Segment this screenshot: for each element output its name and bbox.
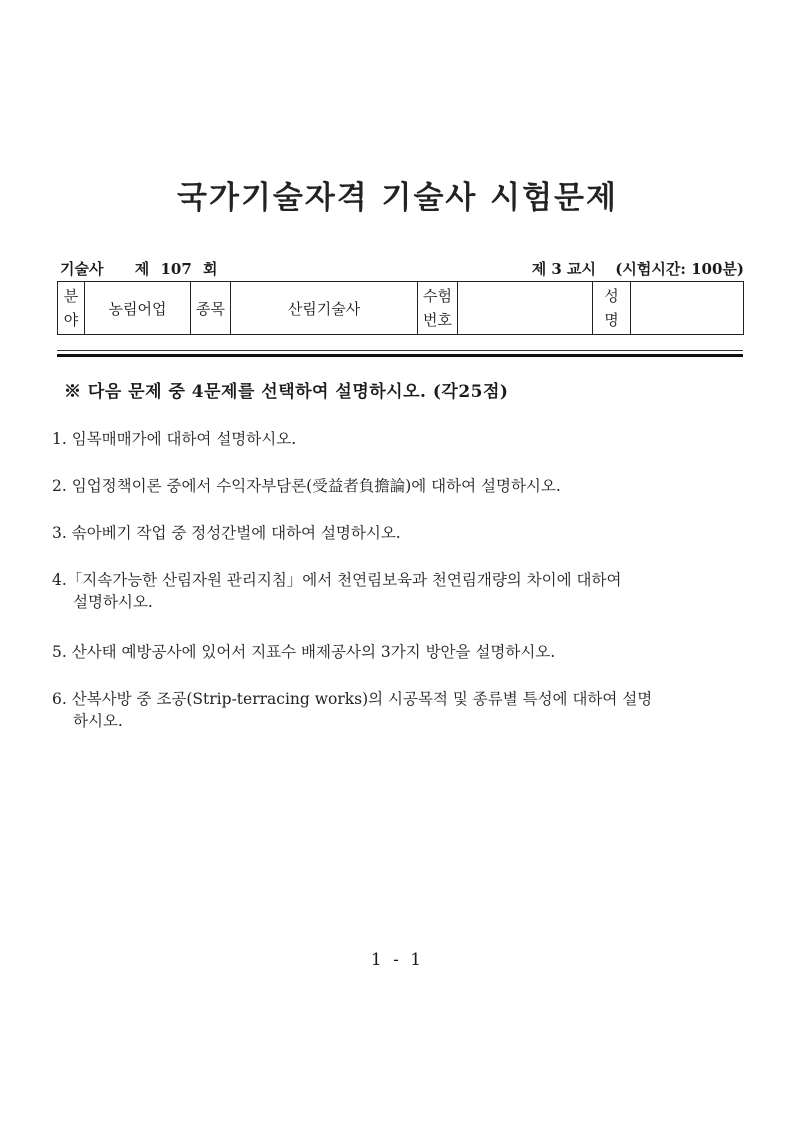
- question-text: 6. 산복사방 중 조공(Strip-terracing works)의 시공목적 및 종류별 특성에 대하여 설명: [52, 690, 653, 708]
- question-item: [52, 522, 752, 544]
- question-text: 5. 산사태 예방공사에 있어서 지표수 배제공사의 3가지 방안을 설명하시오.: [52, 643, 556, 661]
- question-text: 4.「지속가능한 산림자원 관리지침」에서 천연림보육과 천연림개량의 차이에 대하여: [52, 571, 622, 589]
- question-item: [52, 641, 752, 663]
- divider-thick: [57, 354, 743, 357]
- exam-number-label-2: 번호: [423, 311, 452, 329]
- exam-meta-left: [60, 258, 232, 279]
- exam-meta-row: [60, 258, 744, 280]
- divider-thin: [57, 350, 743, 351]
- question-item: [52, 688, 752, 732]
- question-text-continued: 하시오.: [73, 712, 123, 730]
- question-text-continued: 설명하시오.: [73, 593, 153, 611]
- question-item: [52, 475, 752, 497]
- time-limit-label: (시험시간: 100분): [615, 260, 744, 278]
- field-value-cell: 농림어업: [85, 282, 191, 335]
- exam-meta-right: [522, 258, 744, 279]
- exam-info-table: [57, 281, 744, 335]
- exam-number-label-cell: [418, 282, 458, 335]
- name-field[interactable]: [631, 282, 744, 335]
- page-title: 국가기술자격 기술사 시험문제: [177, 180, 618, 216]
- round-suffix: 회: [203, 260, 218, 278]
- question-item: [52, 569, 752, 613]
- name-label-cell: [593, 282, 631, 335]
- round-number: 107: [160, 260, 192, 278]
- exam-number-field[interactable]: [458, 282, 593, 335]
- question-item: [52, 428, 752, 450]
- type-label-cell: 종목: [191, 282, 231, 335]
- field-label-2: 야: [63, 311, 79, 329]
- field-label-cell: [58, 282, 85, 335]
- name-label-2: 명: [604, 311, 619, 329]
- name-label-1: 성: [604, 287, 619, 305]
- field-label-1: 분: [63, 287, 79, 305]
- round-prefix: 제: [134, 260, 150, 278]
- page-number: 1 - 1: [370, 950, 425, 970]
- question-text: 2. 임업정책이론 중에서 수익자부담론(受益者負擔論)에 대하여 설명하시오.: [52, 477, 561, 495]
- instruction-text: ※ 다음 문제 중 4문제를 선택하여 설명하시오. (각25점): [64, 382, 509, 402]
- category-label: 기술사: [60, 260, 104, 278]
- question-text: 3. 솎아베기 작업 중 정성간벌에 대하여 설명하시오.: [52, 524, 401, 542]
- question-text: 1. 임목매매가에 대하여 설명하시오.: [52, 430, 297, 448]
- session-label: 제 3 교시: [531, 260, 597, 278]
- type-value-cell: 산림기술사: [231, 282, 418, 335]
- exam-number-label-1: 수험: [423, 287, 452, 305]
